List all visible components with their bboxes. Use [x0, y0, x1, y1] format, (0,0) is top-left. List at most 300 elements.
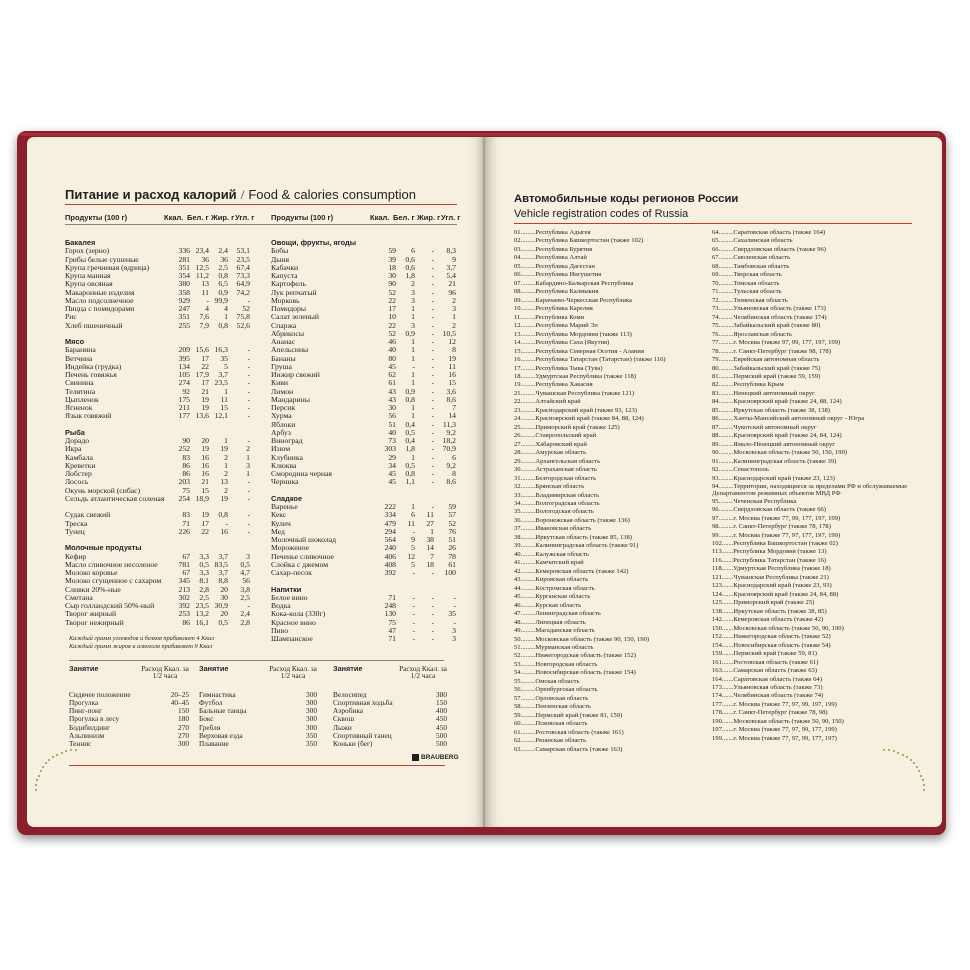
decorative-dot	[65, 750, 67, 752]
fat-value: 16	[220, 526, 228, 536]
region-code-row: 25.........Приморский край (также 125)	[514, 423, 620, 431]
region-code-row: 113.......Республика Мордовия (также 13)	[712, 548, 827, 556]
carbs-value: 52,6	[236, 320, 250, 330]
fat-value: 27	[426, 518, 434, 528]
kcal-value: 253	[178, 609, 190, 619]
food-name: Бобы	[271, 247, 289, 256]
region-code-row: 65.........Сахалинская область	[712, 237, 793, 245]
food-row	[271, 371, 456, 379]
carbs-value: -	[453, 601, 456, 610]
protein-value: 12	[407, 551, 415, 561]
protein-value: 0,5	[405, 427, 415, 437]
header-kcal: Ккал.	[164, 213, 184, 222]
activity-row	[199, 691, 317, 699]
carbs-value: 3,8	[240, 584, 250, 594]
food-row	[271, 396, 456, 404]
food-row	[271, 635, 456, 643]
food-row	[271, 520, 456, 528]
region-code-row: 05.........Республика Дагестан	[514, 262, 595, 270]
fat-value: 20	[220, 584, 228, 594]
food-row	[271, 619, 456, 627]
protein-value: 21	[201, 386, 209, 396]
food-name: Мед	[271, 527, 285, 536]
kcal-value: 29	[388, 452, 396, 462]
fat-value: -	[225, 518, 228, 528]
carbs-value: -	[247, 353, 250, 363]
fat-value: -	[431, 246, 434, 256]
kcal-value: 86	[182, 617, 190, 627]
food-row	[271, 429, 456, 437]
decorative-dot	[922, 779, 924, 781]
protein-value: 16	[201, 469, 209, 478]
vehicle-codes-title-ru: Автомобильные коды регионов России	[514, 193, 739, 205]
region-code-row: 121.......Чувашская Республика (также 21)	[712, 573, 829, 581]
fat-value: 14	[426, 543, 434, 553]
food-name: Язык говяжий	[65, 412, 112, 421]
food-name: Крупа манная	[65, 272, 111, 280]
region-codes-col1	[514, 229, 714, 754]
kcal-value: 564	[384, 535, 396, 544]
fat-value: 0,8	[218, 271, 228, 280]
fat-value: 2	[224, 469, 228, 478]
kcal-value: 46	[388, 337, 396, 346]
fat-value: 3,7	[218, 568, 228, 577]
fat-value: -	[431, 592, 434, 602]
kcal-value: 177	[178, 411, 190, 421]
header-kcal: Ккал.	[370, 213, 390, 222]
region-code-row: 17.........Республика Тыва (Тува)	[514, 364, 603, 372]
region-code-row: 46.........Курская область	[514, 601, 582, 609]
carbs-value: -	[247, 386, 250, 396]
activity-header	[333, 665, 447, 691]
activity-name: Аэробика	[333, 707, 363, 716]
kcal-value: 71	[182, 518, 190, 528]
kcal-value: 40	[388, 427, 396, 437]
region-code-row: 62.........Рязанская область	[514, 737, 587, 745]
title-separator: /	[240, 187, 245, 202]
kcal-value: 406	[384, 551, 396, 561]
carbs-value: 7	[452, 403, 456, 412]
fat-value: -	[431, 427, 434, 437]
food-row	[271, 379, 456, 387]
kcal-value: 392	[384, 568, 396, 577]
fat-value: 15	[220, 403, 228, 412]
activity-name: Бокс	[199, 715, 214, 724]
activity-name: Теннис	[69, 739, 92, 748]
kcal-value: 71	[388, 634, 396, 643]
fat-value: -	[431, 345, 434, 355]
activity-kcal: 300	[178, 738, 189, 748]
food-name: Рис	[65, 313, 77, 322]
food-name: Ягненок	[65, 404, 93, 412]
region-code-row: 60.........Псковская область	[514, 720, 588, 728]
region-code-row: 31.........Белгородская область	[514, 474, 597, 482]
carbs-value: -	[247, 370, 250, 379]
header-fat: Жир. г	[417, 213, 441, 222]
food-name: Лимон	[271, 387, 294, 396]
protein-value: 1,1	[405, 477, 415, 487]
food-row	[271, 363, 456, 371]
activity-kcal: 300	[306, 698, 317, 708]
food-name: Водка	[271, 602, 291, 610]
protein-value: 16,1	[195, 617, 209, 627]
carbs-value: 100	[444, 568, 456, 577]
activity-name: Сквош	[333, 715, 355, 724]
fat-value: 0,9	[218, 287, 228, 297]
food-name: Творог жирный	[65, 610, 117, 619]
food-name: Кекс	[271, 511, 287, 520]
fat-value: -	[431, 625, 434, 635]
kcal-value: 22	[388, 320, 396, 330]
fat-value: -	[431, 361, 434, 371]
region-code-row: 85.........Иркутская область (также 38, 138)	[712, 406, 830, 414]
region-code-row: 125.......Приморский край (также 25)	[712, 599, 815, 607]
carbs-value: 75,8	[236, 312, 250, 322]
region-code-row: 04.........Республика Алтай	[514, 254, 587, 262]
protein-value: 5	[411, 543, 415, 553]
activity-header-rate: Расход Ккал. за 1/2 часа	[141, 664, 189, 681]
food-name: Пицца с помидорами	[65, 305, 135, 313]
carbs-value: 74,2	[236, 287, 250, 297]
protein-value: 3,3	[199, 568, 209, 577]
activity-header-rate: Расход Ккал. за 1/2 часа	[399, 664, 447, 681]
food-name: Баранина	[65, 346, 96, 355]
fat-value: 0,8	[218, 320, 228, 330]
region-codes-col2	[712, 229, 912, 743]
region-code-row: 138.......Иркутская область (также 38, 85)	[712, 607, 827, 615]
kcal-value: 203	[178, 477, 190, 487]
activity-row	[333, 691, 447, 699]
region-code-row: 79.........Еврейская автономная область	[712, 356, 820, 364]
kcal-value: 255	[178, 320, 190, 330]
kcal-value: 10	[388, 312, 396, 322]
protein-value: 0,9	[405, 386, 415, 396]
food-name: Клубника	[271, 453, 303, 462]
food-name: Хлеб пшеничный	[65, 321, 123, 330]
fat-value: 1	[224, 386, 228, 396]
fat-value: -	[431, 568, 434, 577]
fat-value: -	[431, 337, 434, 346]
food-name: Капуста	[271, 272, 298, 280]
activity-name: Бодибилдинг	[69, 723, 111, 732]
region-code-row: 15.........Республика Северная Осетия - Алания	[514, 347, 644, 355]
region-code-row: 75.........Забайкальский край (также 80)	[712, 322, 821, 330]
carbs-value: 57	[448, 510, 456, 520]
activity-rule	[69, 660, 444, 661]
food-category: Рыба	[65, 427, 85, 437]
protein-value: 0,4	[405, 419, 415, 429]
region-code-row: 12.........Республика Марий Эл	[514, 322, 598, 330]
calorie-notes	[69, 635, 214, 651]
carbs-value: 15	[448, 378, 456, 388]
food-name: Молоко коровье	[65, 569, 118, 577]
fat-value: -	[431, 460, 434, 470]
kcal-value: 247	[178, 304, 190, 313]
region-code-row: 91.........Калининградская область (также 39)	[712, 457, 837, 465]
fat-value: 11	[220, 394, 228, 404]
fat-value: -	[431, 386, 434, 396]
food-name: Крупа овсяная	[65, 280, 113, 289]
food-name: Цыпленок	[65, 395, 99, 404]
food-name: Инжир свежий	[271, 371, 320, 379]
food-row	[271, 561, 456, 569]
protein-value: 0,8	[405, 394, 415, 404]
carbs-value: 8	[452, 469, 456, 478]
region-code-row: 73.........Ульяновская область (также 173)	[712, 305, 826, 313]
carbs-value: 8,6	[446, 477, 456, 487]
food-row	[65, 454, 250, 462]
bottom-rule	[69, 765, 445, 766]
carbs-value: -	[247, 493, 250, 503]
decorative-dot	[920, 775, 922, 777]
fat-value: 36	[220, 254, 228, 264]
carbs-value: -	[247, 510, 250, 520]
food-row	[271, 594, 456, 602]
carbs-value: 2,8	[240, 617, 250, 627]
activity-kcal: 150	[178, 706, 189, 716]
kcal-value: 240	[384, 543, 396, 553]
region-code-row: 88.........Красноярский край (также 24, 84, 124)	[712, 432, 842, 440]
carbs-value: -	[247, 477, 250, 487]
region-code-row: 23.........Краснодарский край (также 93, 123)	[514, 406, 637, 414]
decorative-dot	[45, 762, 47, 764]
spacer	[65, 330, 250, 338]
kcal-value: 80	[388, 353, 396, 363]
kcal-value: 22	[388, 295, 396, 305]
food-name: Бананы	[271, 354, 296, 363]
fat-value: -	[431, 477, 434, 487]
protein-value: 3	[411, 295, 415, 305]
fat-value: -	[431, 254, 434, 264]
fat-value: 1	[224, 460, 228, 470]
protein-value: 1	[411, 502, 415, 511]
carbs-value: -	[453, 592, 456, 602]
food-name: Картофель	[271, 280, 307, 289]
food-name: Сметана	[65, 593, 93, 602]
region-code-row: 26.........Ставропольский край	[514, 432, 597, 440]
fat-value: -	[431, 370, 434, 379]
region-code-row: 03.........Республика Бурятия	[514, 245, 593, 253]
activity-name: Коньки (бег)	[333, 739, 373, 748]
region-code-row: 08.........Республика Калмыкия	[514, 288, 599, 296]
food-row	[271, 627, 456, 635]
kcal-value: 90	[388, 279, 396, 289]
carbs-value: 52	[242, 304, 250, 313]
col1-header	[65, 213, 255, 222]
region-code-row: 118.......Удмуртская Республика (также 18)	[712, 565, 831, 573]
carbs-value: -	[247, 436, 250, 445]
kcal-value: 274	[178, 378, 190, 388]
protein-value: 22	[201, 361, 209, 371]
region-code-row: 42.........Кемеровская область (также 142)	[514, 567, 629, 575]
activity-name: Лыжи	[333, 723, 352, 732]
activity-row	[333, 724, 447, 732]
decorative-dot	[56, 754, 58, 756]
fat-value: 30,9	[214, 601, 228, 610]
carbs-value: 0,5	[240, 559, 250, 569]
food-name: Пиво	[271, 626, 289, 635]
protein-value: 4	[205, 304, 209, 313]
carbs-value: 6	[452, 452, 456, 462]
activity-header-name: Занятие	[333, 664, 363, 673]
food-name: Сахар-песок	[271, 569, 312, 577]
fat-value: 2	[224, 485, 228, 495]
kcal-value: 52	[388, 287, 396, 297]
activity-name: Верховая езда	[199, 731, 243, 740]
protein-value: 11	[201, 287, 209, 297]
region-code-row: 37.........Ивановская область	[514, 525, 592, 533]
fat-value: 30	[220, 592, 228, 602]
region-code-row: 07.........Кабардино-Балкарская Республика	[514, 279, 634, 287]
region-code-row: 159.......Пермский край (также 59, 81)	[712, 650, 817, 658]
food-row	[271, 388, 456, 396]
region-code-row: 35.........Вологодская область	[514, 508, 594, 516]
food-row	[65, 322, 250, 330]
decorative-dot	[52, 756, 54, 758]
activity-row	[333, 715, 447, 723]
food-row	[65, 412, 250, 420]
food-row	[271, 247, 456, 255]
region-code-row: 40.........Калужская область	[514, 550, 589, 558]
food-name: Клюква	[271, 461, 297, 470]
region-code-row: 161.......Ростовская область (также 61)	[712, 658, 819, 666]
region-code-row: 58.........Пензенская область	[514, 703, 591, 711]
protein-value: 1	[411, 370, 415, 379]
activity-name: Прогулка	[69, 699, 99, 708]
region-code-row: 45.........Курганская область	[514, 593, 591, 601]
region-code-row: 69.........Тверская область	[712, 271, 782, 279]
col2-header	[271, 213, 461, 222]
region-code-row: 27.........Хабаровский край	[514, 440, 587, 448]
decorative-dot	[75, 749, 77, 751]
food-name: Виноград	[271, 437, 303, 445]
food-name: Варенье	[271, 503, 298, 511]
activity-row	[333, 707, 447, 715]
kcal-value: 395	[178, 353, 190, 363]
fat-value: -	[431, 403, 434, 412]
food-name: Персик	[271, 404, 296, 412]
carbs-value: 4,7	[240, 568, 250, 577]
region-code-row: 36.........Воронежская область (также 136)	[514, 516, 630, 524]
region-code-row: 06.........Республика Ингушетия	[514, 271, 602, 279]
carbs-value: 78	[448, 551, 456, 561]
fat-value: -	[431, 617, 434, 627]
fat-value: 35	[220, 353, 228, 363]
region-code-row: 64.........Саратовская область (также 164)	[712, 229, 826, 236]
fat-value: 99,9	[214, 295, 228, 305]
carbs-value: 1	[246, 452, 250, 462]
carbs-value: 53,1	[236, 246, 250, 256]
kcal-value: 226	[178, 526, 190, 536]
protein-value: -	[412, 568, 415, 577]
activity-header	[199, 665, 317, 691]
region-code-row: 11.........Республика Коми	[514, 313, 585, 321]
protein-value: 11,2	[195, 271, 209, 280]
decorative-dot	[42, 766, 44, 768]
protein-value: 15,6	[195, 345, 209, 355]
region-code-row: 78.........г. Санкт-Петербург (также 98, 178)	[712, 347, 831, 355]
food-row	[65, 445, 250, 453]
kcal-value: 40	[388, 345, 396, 355]
region-code-row: 39.........Калининградская область (также 91)	[514, 542, 639, 550]
region-code-row: 32.........Брянская область	[514, 483, 585, 491]
region-code-row: 18.........Удмуртская Республика (также 118)	[514, 372, 637, 380]
kcal-value: 408	[384, 559, 396, 569]
kcal-value: 209	[178, 345, 190, 355]
decorative-dot	[888, 749, 890, 751]
protein-value: 0,9	[405, 328, 415, 338]
region-code-row: 34.........Волгоградская область	[514, 500, 600, 507]
protein-value: 6	[411, 246, 415, 256]
kcal-value: 45	[388, 477, 396, 487]
food-row	[271, 445, 456, 453]
activity-table-col2	[199, 665, 317, 748]
protein-value: 8,1	[199, 576, 209, 586]
fat-value: -	[431, 353, 434, 363]
food-row	[271, 478, 456, 486]
logo-text: BRAUBERG	[421, 754, 459, 762]
food-row	[271, 346, 456, 354]
food-row	[271, 454, 456, 462]
food-name: Творог нежирный	[65, 618, 124, 627]
food-row	[65, 495, 250, 512]
fat-value: -	[431, 262, 434, 272]
fat-value: 1	[224, 436, 228, 445]
protein-value: 3	[411, 320, 415, 330]
kcal-value: 351	[178, 262, 190, 272]
note-line: Каждый грамм жиров и алкоголя прибавляет 9 Ккал	[69, 643, 213, 650]
kcal-value: 303	[384, 444, 396, 454]
food-name: Сливки 20%-ные	[65, 585, 121, 594]
food-name: Белое вино	[271, 593, 308, 602]
food-row	[271, 297, 456, 305]
region-code-row: 67.........Смоленская область	[712, 254, 791, 262]
fat-value: -	[431, 452, 434, 462]
kcal-value: 83	[182, 452, 190, 462]
decorative-dot	[40, 770, 42, 772]
food-name: Телятина	[65, 387, 96, 396]
food-name: Индейка (грудка)	[65, 362, 122, 371]
region-code-row: 77.........г. Москва (также 97, 99, 177, 197, 199)	[712, 339, 841, 347]
food-name: Треска	[65, 519, 88, 528]
decorative-dot	[902, 754, 904, 756]
protein-value: 7,6	[199, 312, 209, 322]
food-name: Ветчина	[65, 354, 93, 363]
region-code-row: 43.........Кировская область	[514, 576, 589, 584]
kcal-value: 392	[178, 601, 190, 610]
activity-header-name: Занятие	[69, 664, 99, 673]
activity-kcal: 270	[178, 722, 189, 732]
kcal-value: 351	[178, 312, 190, 322]
region-code-row: 116.......Республика Татарстан (также 16)	[712, 556, 827, 564]
carbs-value: 9	[452, 254, 456, 264]
cover-highlight	[20, 133, 940, 136]
region-code-row: 199.......г. Москва (также 77, 97, 99, 177, 197)	[712, 734, 837, 742]
region-code-row: 52.........Нижегородская область (также 152)	[514, 652, 636, 660]
fat-value: 19	[220, 444, 228, 454]
kcal-value: 86	[182, 460, 190, 470]
food-name: Шампанское	[271, 635, 313, 643]
protein-value: 19	[201, 403, 209, 412]
left-page	[27, 137, 485, 827]
protein-value: 6	[411, 510, 415, 520]
protein-value: 7,9	[199, 320, 209, 330]
protein-value: -	[412, 634, 415, 643]
food-name: Окунь морской (сибас)	[65, 486, 141, 495]
region-code-row: 102.......Республика Башкортостан (также 02)	[712, 540, 838, 547]
protein-value: 12,5	[195, 262, 209, 272]
fat-value: 0,8	[218, 510, 228, 520]
